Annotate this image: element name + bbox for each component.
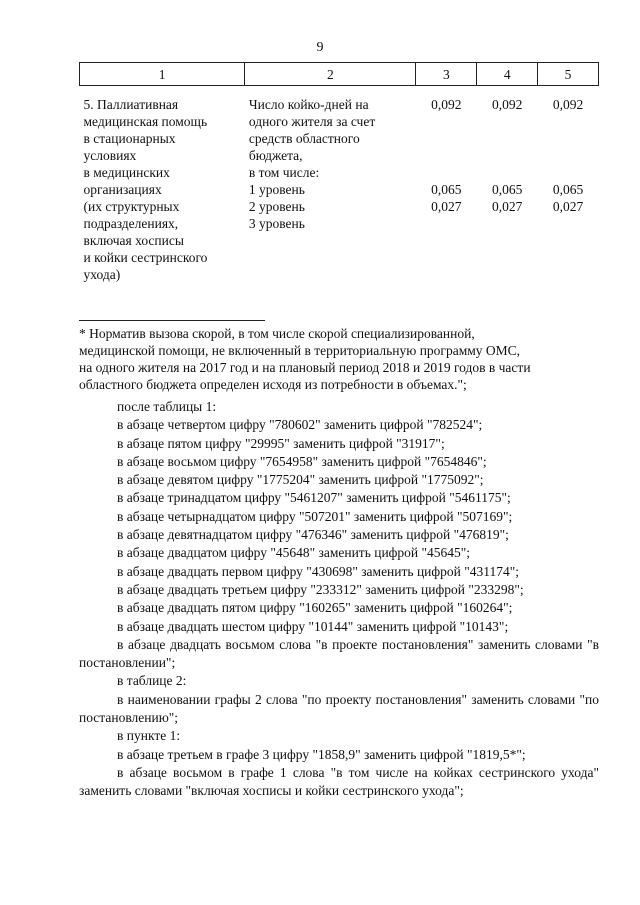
care-type-cell [80, 86, 245, 284]
amendments-text [79, 398, 599, 801]
header-col-2: 2 [245, 63, 416, 86]
footnote-line: * Норматив вызова скорой, в том числе скорой специализированной, [79, 326, 475, 341]
value-level-2: 0,027 [492, 199, 523, 214]
value-level-1: 0,065 [492, 182, 523, 197]
paragraph: в абзаце двадцать третьем цифру "233312" заменить цифрой "233298"; [117, 581, 524, 597]
paragraph: в наименовании графы 2 слова "по проекту постановления" заменить словами "по постановлению"; [79, 691, 599, 726]
value-cell-2017 [416, 86, 477, 284]
page-number: 9 [316, 40, 324, 55]
indicator-line: 3 уровень [248, 216, 305, 231]
paragraph: в абзаце четвертом цифру "780602" заменить цифрой "782524"; [117, 417, 483, 433]
value-total: 0,092 [492, 97, 523, 112]
care-type-line: 5. Паллиативная [83, 97, 179, 112]
value-cell-2018 [477, 86, 538, 284]
value-level-1: 0,065 [552, 182, 584, 197]
indicator-line: бюджета, [248, 148, 303, 163]
indicator-line: одного жителя за счет [248, 114, 376, 129]
care-type-line: в стационарных [83, 131, 176, 146]
paragraph: в абзаце третьем в графе 3 цифру "1858,9" заменить цифрой "1819,5*"; [117, 746, 526, 762]
paragraph: в абзаце девятом цифру "1775204" заменить цифрой "1775092"; [117, 472, 484, 488]
header-col-4: 4 [477, 63, 538, 86]
indicator-cell [245, 86, 416, 284]
header-col-3: 3 [416, 63, 477, 86]
paragraph: в абзаце четырнадцатом цифру "507201" заменить цифрой "507169"; [117, 508, 513, 524]
header-col-1: 1 [80, 63, 245, 86]
care-type-line: подразделениях, [83, 216, 179, 231]
paragraph: в абзаце двадцатом цифру "45648" заменить цифрой "45645"; [117, 545, 471, 561]
paragraph: в абзаце двадцать пятом цифру "160265" заменить цифрой "160264"; [117, 600, 513, 616]
paragraph: в таблице 2: [117, 673, 187, 689]
care-type-line: организациях [83, 182, 162, 197]
indicator-line: Число койко-дней на [248, 97, 369, 112]
value-total: 0,092 [431, 97, 462, 112]
care-type-line: в медицинских [83, 165, 170, 180]
indicator-line: 1 уровень [248, 182, 305, 197]
paragraph: в абзаце двадцать восьмом слова "в проекте постановления" заменить словами "в постановлении"; [79, 636, 599, 671]
paragraph: в абзаце тринадцатом цифру "5461207" заменить цифрой "5461175"; [117, 490, 511, 506]
paragraph: в абзаце двадцать первом цифру "430698" заменить цифрой "431174"; [117, 563, 520, 579]
footnote [79, 325, 599, 393]
value-total: 0,092 [552, 97, 584, 112]
value-cell-2019 [538, 86, 599, 284]
paragraph: в абзаце девятнадцатом цифру "476346" заменить цифрой "476819"; [117, 527, 509, 543]
footnote-divider [79, 320, 265, 321]
norms-table [79, 62, 599, 283]
care-type-line: медицинская помощь [83, 114, 208, 129]
indicator-line: средств областного [248, 131, 360, 146]
indicator-line: 2 уровень [248, 199, 305, 214]
footnote-line: медицинской помощи, не включенный в территориальную программу ОМС, [79, 343, 521, 358]
paragraph: в абзаце восьмом в графе 1 слова "в том числе на койках сестринского ухода" заменить словами "включая хосписы и койки сестринского ухода"; [79, 764, 599, 799]
care-type-line: условиях [83, 148, 137, 163]
paragraph: после таблицы 1: [117, 399, 217, 414]
care-type-line: (их структурных [83, 199, 180, 214]
paragraph: в абзаце двадцать шестом цифру "10144" заменить цифрой "10143"; [117, 618, 509, 634]
table-header-row [80, 63, 599, 86]
value-level-2: 0,027 [431, 199, 462, 214]
paragraph: в пункте 1: [117, 728, 181, 744]
paragraph: в абзаце восьмом цифру "7654958" заменить цифрой "7654846"; [117, 453, 487, 469]
header-col-5: 5 [538, 63, 599, 86]
care-type-line: включая хосписы [83, 233, 184, 248]
care-type-line: и койки сестринского [83, 250, 208, 265]
indicator-line: в том числе: [248, 165, 320, 180]
table-row [80, 86, 599, 284]
paragraph: в абзаце пятом цифру "29995" заменить цифрой "31917"; [117, 435, 445, 451]
value-level-1: 0,065 [431, 182, 462, 197]
care-type-line: ухода) [83, 267, 121, 282]
footnote-line: на одного жителя на 2017 год и на плановый период 2018 и 2019 годов в части [79, 360, 531, 375]
value-level-2: 0,027 [552, 199, 584, 214]
footnote-line: областного бюджета определен исходя из потребности в объемах."; [79, 377, 467, 392]
